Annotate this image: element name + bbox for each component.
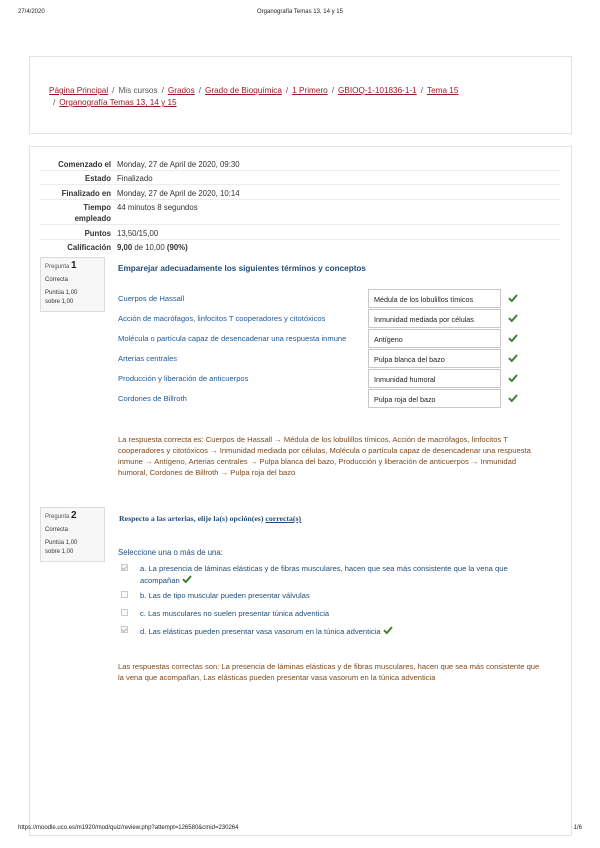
match-answer-select[interactable]: Inmunidad humoral (368, 369, 501, 388)
breadcrumb-tema-15[interactable]: Tema 15 (427, 86, 459, 95)
choice-d[interactable]: d. Las elásticas pueden presentar vasa vasorum en la túnica adventicia (118, 625, 538, 636)
breadcrumb: Página Principal / Mis cursos / Grados / Grado de Bioquímica / 1 Primero / GBIOQ-1-101836-1-1 / Tema 15 / Organografía Temas 13, 14 y 15 (49, 86, 459, 107)
choice-checkbox[interactable] (121, 591, 128, 598)
breadcrumb-grado-bioquimica[interactable]: Grado de Bioquímica (205, 86, 282, 95)
choice-checkbox[interactable] (121, 626, 128, 633)
match-answer-select[interactable]: Médula de los lobulillos tímicos (368, 289, 501, 308)
check-icon (508, 373, 518, 383)
summary-row-finished: Finalizado en Monday, 27 de April de 2020, 10:14 (40, 184, 560, 199)
breadcrumb-course-code[interactable]: GBIOQ-1-101836-1-1 (337, 86, 417, 95)
grade-of: de 10,00 (134, 243, 165, 252)
match-answer-select[interactable]: Antígeno (368, 329, 501, 348)
check-icon (508, 393, 518, 403)
choice-prompt: Seleccione una o más de una: (118, 548, 223, 557)
question-state: Correcta (45, 526, 69, 533)
check-icon (508, 293, 518, 303)
question-1-text: Emparejar adecuadamente los siguientes términos y conceptos (118, 264, 366, 273)
match-row: Cordones de Billroth Pulpa roja del bazo (118, 389, 528, 408)
question-2-text: Respecto a las arterias, elije la(s) opción(es) correcta(s) (119, 514, 302, 523)
question-state: Correcta (45, 276, 69, 283)
match-row: Arterias centrales Pulpa blanca del bazo (118, 349, 528, 368)
breadcrumb-grados[interactable]: Grados (167, 86, 195, 95)
choice-c[interactable]: c. Las musculares no suelen presentar túnica adventicia (118, 608, 538, 619)
question-number: 2 (71, 510, 77, 521)
summary-row-time-taken: Tiempo empleado 44 minutos 8 segundos (40, 199, 560, 225)
summary-row-marks: Puntos 13,50/15,00 (40, 224, 560, 239)
match-row: Molécula o partícula capaz de desencadenar una respuesta inmune Antígeno (118, 329, 528, 348)
match-row: Producción y liberación de anticuerpos Inmunidad humoral (118, 369, 528, 388)
summary-row-state: Estado Finalizado (40, 170, 560, 185)
print-page-number: 1/6 (573, 825, 582, 831)
summary-row-grade: Calificación 9,00 de 10,00 (90%) (40, 239, 560, 254)
breadcrumb-primero[interactable]: 1 Primero (292, 86, 328, 95)
choice-checkbox[interactable] (121, 609, 128, 616)
breadcrumb-quiz[interactable]: Organografía Temas 13, 14 y 15 (59, 98, 177, 107)
check-icon (508, 353, 518, 363)
print-footer (18, 825, 582, 835)
breadcrumb-my-courses: Mis cursos (118, 86, 158, 95)
choice-checkbox[interactable] (121, 564, 128, 571)
print-date: 27/4/2020 (18, 9, 45, 15)
choice-a[interactable]: a. La presencia de láminas elásticas y de fibras musculares, hacen que sea más consistente que la vena que acompañan (118, 563, 538, 585)
match-answer-select[interactable]: Pulpa blanca del bazo (368, 349, 501, 368)
grade-score: 9,00 (117, 243, 133, 252)
check-icon (508, 313, 518, 323)
grade-percent: (90%) (166, 243, 188, 252)
question-1-content (108, 263, 560, 493)
summary-row-started: Comenzado el Monday, 27 de April de 2020, 09:30 (58, 159, 240, 169)
match-answer-select[interactable]: Inmunidad mediada por células (368, 309, 501, 328)
print-title: Organografía Temas 13, 14 y 15 (257, 9, 343, 15)
question-2-info: Pregunta 2 Correcta Puntúa 1,00 sobre 1,00 (40, 507, 105, 562)
match-row: Acción de macrófagos, linfocitos T cooperadores y citotóxicos Inmunidad mediada por células (118, 309, 528, 328)
check-icon (182, 574, 192, 584)
question-1-info: Pregunta 1 Correcta Puntúa 1,00 sobre 1,00 (40, 257, 105, 312)
question-2-content (108, 512, 560, 692)
check-icon (508, 333, 518, 343)
check-icon (383, 625, 393, 635)
print-url: https://moodle.uco.es/m1920/mod/quiz/review.php?attempt=126580&cmid=230264 (18, 825, 239, 831)
match-row: Cuerpos de Hassall Médula de los lobulillos tímicos (118, 289, 528, 308)
question-2-feedback: Las respuestas correctas son: La presencia de láminas elásticas y de fibras musculares, hacen que sea más consistente que la vena que acompañan, Las elásticas pueden presentar vasa vasorum en la túnica adventicia (118, 662, 540, 682)
question-number: 1 (71, 260, 77, 271)
print-header (18, 9, 582, 19)
breadcrumb-panel (29, 56, 572, 134)
match-answer-select[interactable]: Pulpa roja del bazo (368, 389, 501, 408)
question-1-feedback: La respuesta correcta es: Cuerpos de Hassall → Médula de los lobulillos tímicos, Acción de macrófagos, linfocitos T cooperadores y citotóxicos → Inmunidad mediada por células, Molécula o partícula capaz de desencadenar una respuesta inmune → Antígeno, Arterias centrales → Pulpa blanca del bazo, Producción y liberación de anticuerpos → Inmunidad humoral, Cordones de Billroth → Pulpa roja del bazo (118, 435, 531, 477)
breadcrumb-home[interactable]: Página Principal (49, 86, 109, 95)
choice-b[interactable]: b. Las de tipo muscular pueden presentar válvulas (118, 590, 538, 601)
attempt-summary-table (40, 156, 560, 253)
